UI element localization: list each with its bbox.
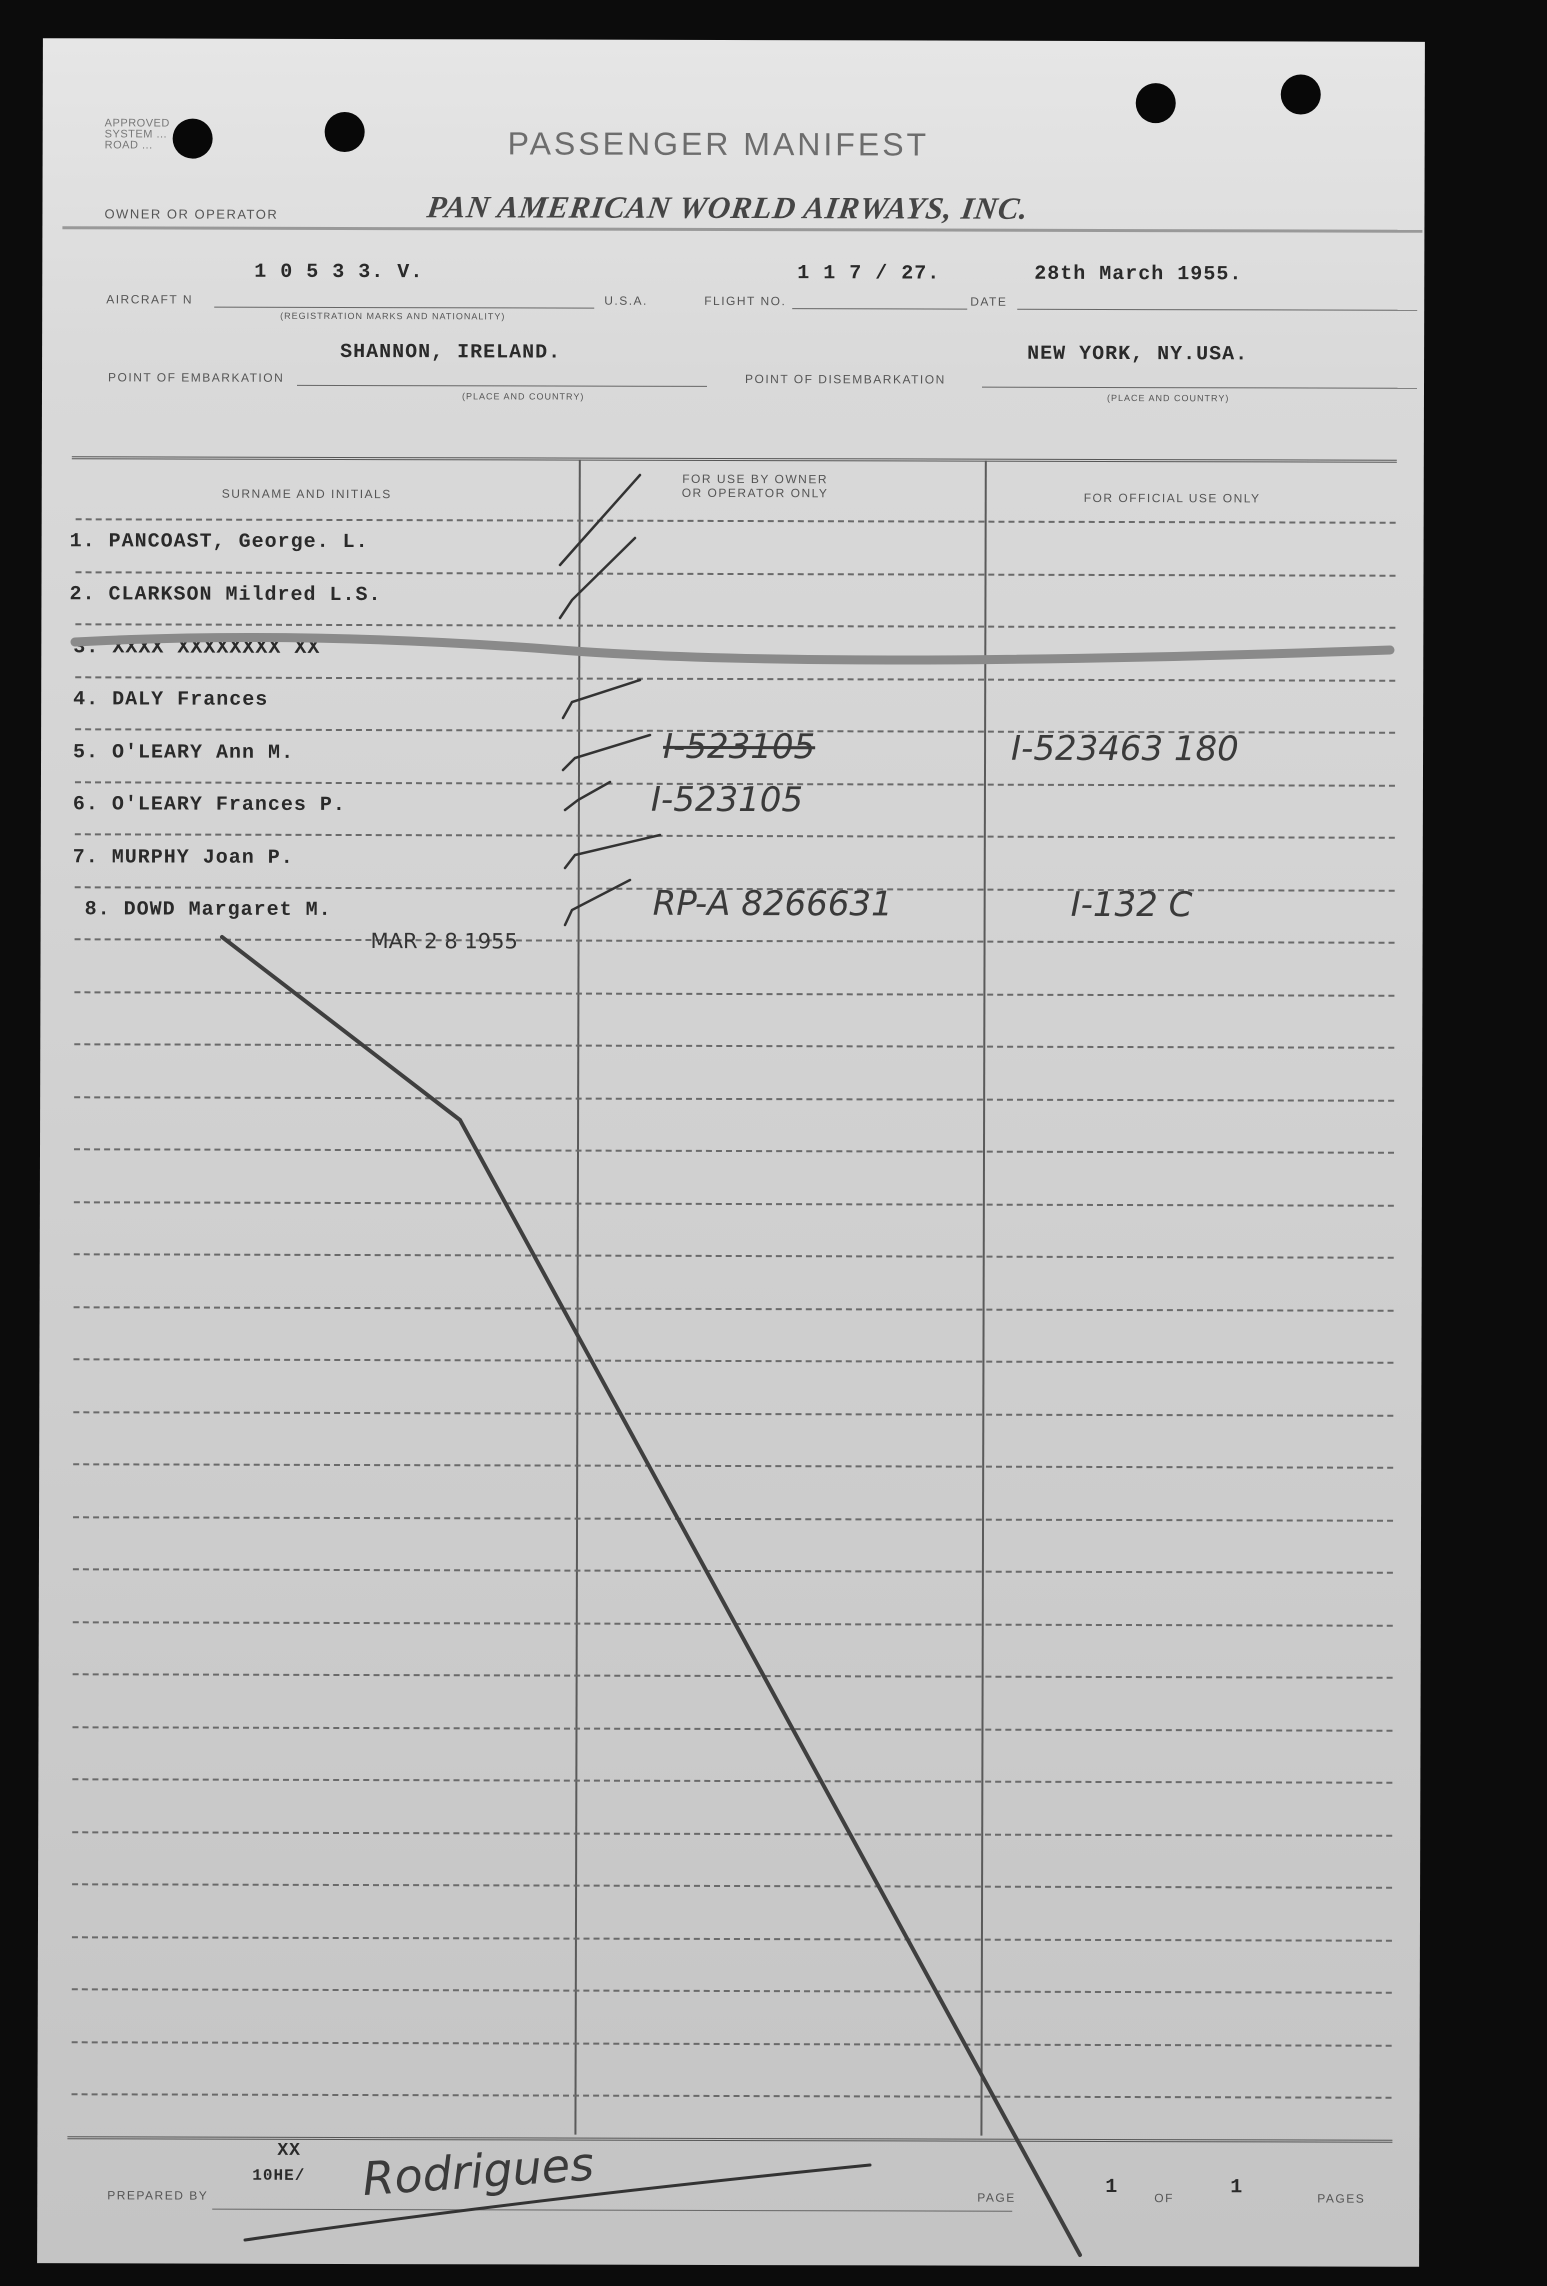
divider xyxy=(62,226,1422,233)
flight-label: FLIGHT NO. xyxy=(704,293,787,309)
date-label: DATE xyxy=(970,294,1008,309)
flight-value: 1 1 7 / 27. xyxy=(797,262,941,286)
aircraft-label: AIRCRAFT N xyxy=(106,292,194,307)
embarkation-value: SHANNON, IRELAND. xyxy=(340,340,562,365)
page-title: PASSENGER MANIFEST xyxy=(507,125,930,163)
row-rule xyxy=(74,991,1394,996)
row-rule xyxy=(74,1201,1394,1206)
passenger-name: 2. CLARKSON Mildred L.S. xyxy=(69,583,382,608)
aircraft-value: 1 0 5 3 3. V. xyxy=(254,260,424,285)
passenger-name: 3. XXXX XXXXXXXX XX xyxy=(73,636,321,660)
punch-hole xyxy=(173,119,213,159)
document-number: I-523105 xyxy=(650,779,804,821)
row-rule xyxy=(72,2093,1392,2098)
row-rule xyxy=(73,1568,1393,1573)
row-rule xyxy=(75,833,1395,838)
row-rule xyxy=(75,623,1395,628)
passenger-name: 8. DOWD Margaret M. xyxy=(84,898,332,922)
date-underline xyxy=(1017,309,1417,311)
row-rule xyxy=(72,1883,1392,1888)
total-pages: 1 xyxy=(1230,2176,1244,2200)
embarkation-caption: (PLACE AND COUNTRY) xyxy=(461,391,585,402)
passenger-name: 7. MURPHY Joan P. xyxy=(72,846,294,870)
disembarkation-label: POINT OF DISEMBARKATION xyxy=(745,372,946,387)
passenger-name: 6. O'LEARY Frances P. xyxy=(72,793,346,817)
date-stamp: MAR 2 8 1955 xyxy=(370,929,518,954)
usa-label: U.S.A. xyxy=(604,293,648,308)
row-rule xyxy=(73,1411,1393,1416)
prepared-by-label: PREPARED BY xyxy=(107,2188,209,2203)
disembarkation-caption: (PLACE AND COUNTRY) xyxy=(1106,392,1230,404)
signature: Rodrigues xyxy=(360,2136,596,2207)
row-rule xyxy=(74,1043,1394,1048)
prepared-initials: XX xyxy=(277,2140,302,2161)
flight-underline xyxy=(792,308,967,309)
operator-name: PAN AMERICAN WORLD AIRWAYS, INC. xyxy=(425,189,1032,226)
passenger-name: 5. O'LEARY Ann M. xyxy=(73,741,295,765)
table-rules xyxy=(43,38,1425,42)
punch-hole xyxy=(1281,74,1321,114)
row-rule xyxy=(72,2041,1392,2046)
registration-caption: (REGISTRATION MARKS AND NATIONALITY) xyxy=(280,310,506,322)
table-bottom-border xyxy=(67,2136,1392,2142)
punch-hole xyxy=(325,112,365,152)
row-rule xyxy=(76,518,1396,523)
manifest-sheet xyxy=(37,38,1425,2267)
row-rule xyxy=(75,676,1395,681)
row-rule xyxy=(73,1463,1393,1468)
row-rule xyxy=(74,1148,1394,1153)
row-rule xyxy=(72,1831,1392,1836)
document-number: I-523105 xyxy=(663,726,816,768)
approval-text: APPROVED SYSTEM ... ROAD ... xyxy=(104,117,170,152)
row-rule xyxy=(74,1096,1394,1101)
pages-label: PAGES xyxy=(1317,2191,1366,2206)
passenger-name: 1. PANCOAST, George. L. xyxy=(69,530,369,555)
row-rule xyxy=(73,1673,1393,1678)
aircraft-underline xyxy=(214,307,594,309)
date-value: 28th March 1955. xyxy=(1034,262,1243,287)
row-rule xyxy=(72,1936,1392,1941)
prepared-underline xyxy=(212,2209,1012,2212)
row-rule xyxy=(72,1726,1392,1731)
row-rule xyxy=(74,1253,1394,1258)
embarkation-label: POINT OF EMBARKATION xyxy=(108,370,285,385)
prepared-code: 10HE/ xyxy=(252,2166,306,2185)
column-divider xyxy=(574,460,580,2135)
column-header-owner: FOR USE BY OWNER OR OPERATOR ONLY xyxy=(681,471,829,501)
table-top-border xyxy=(72,456,1397,462)
of-label: OF xyxy=(1154,2191,1174,2206)
column-header-names: SURNAME AND INITIALS xyxy=(221,486,392,502)
row-rule xyxy=(74,1306,1394,1311)
page-label: PAGE xyxy=(977,2190,1016,2205)
row-rule xyxy=(75,938,1395,943)
embarkation-underline xyxy=(297,385,707,387)
row-rule xyxy=(73,1621,1393,1626)
row-rule xyxy=(73,1358,1393,1363)
column-header-official: FOR OFFICIAL USE ONLY xyxy=(1083,490,1261,506)
official-number: I-132 C xyxy=(1070,884,1193,926)
official-number: I-523463 180 xyxy=(1011,728,1239,770)
punch-hole xyxy=(1136,83,1176,123)
passenger-name: 4. DALY Frances xyxy=(73,688,269,712)
row-rule xyxy=(72,1778,1392,1783)
document-number: RP-A 8266631 xyxy=(652,883,893,925)
column-divider xyxy=(980,461,986,2136)
disembarkation-value: NEW YORK, NY.USA. xyxy=(1027,342,1249,367)
page-number: 1 xyxy=(1105,2175,1119,2200)
row-rule xyxy=(76,571,1396,576)
owner-label: OWNER OR OPERATOR xyxy=(104,206,279,222)
row-rule xyxy=(73,1516,1393,1521)
row-rule xyxy=(72,1988,1392,1993)
disembarkation-underline xyxy=(982,387,1417,389)
